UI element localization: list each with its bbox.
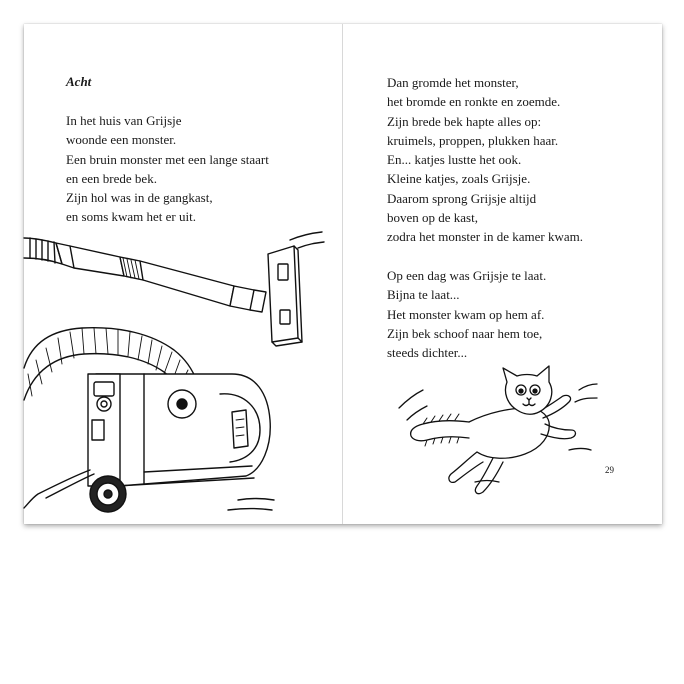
text-line: Zijn bek schoof naar hem toe,	[387, 325, 543, 341]
text-line: Kleine katjes, zoals Grijsje.	[387, 171, 531, 187]
text-line: woonde een monster.	[66, 132, 177, 148]
text-line: Op een dag was Grijsje te laat.	[387, 268, 547, 283]
text-line: kruimels, proppen, plukken haar.	[387, 132, 559, 148]
vacuum-cleaner-illustration	[24, 224, 342, 514]
text-line: het bromde en ronkte en zoemde.	[387, 94, 561, 110]
left-page	[24, 24, 342, 524]
text-line: In het huis van Grijsje	[66, 113, 182, 128]
text-line: steeds dichter...	[387, 345, 468, 361]
text-line: En... katjes lustte het ook.	[387, 152, 522, 168]
text-line: zodra het monster in de kamer kwam.	[387, 229, 584, 245]
text-line: Het monster kwam op hem af.	[387, 306, 545, 322]
text-line: en soms kwam het er uit.	[66, 209, 196, 225]
text-line: Een bruin monster met een lange staart	[66, 151, 269, 167]
text-line: Bijna te laat...	[387, 287, 460, 303]
right-page-stanza-2	[387, 266, 546, 362]
text-line: Zijn brede bek hapte alles op:	[387, 113, 542, 129]
text-line: en een brede bek.	[66, 170, 157, 186]
text-line: Zijn hol was in de gangkast,	[66, 190, 213, 206]
right-page-stanza-1	[387, 73, 583, 247]
book-spread	[24, 24, 662, 524]
right-page	[343, 24, 662, 524]
chapter-title: Acht	[66, 74, 92, 89]
page-number: 29	[605, 465, 614, 475]
text-line: Dan gromde het monster,	[387, 75, 519, 90]
leaping-cat-illustration	[393, 364, 603, 504]
text-line: Daarom sprong Grijsje altijd	[387, 190, 537, 206]
left-page-text	[66, 111, 269, 227]
text-line: boven op de kast,	[387, 210, 478, 226]
